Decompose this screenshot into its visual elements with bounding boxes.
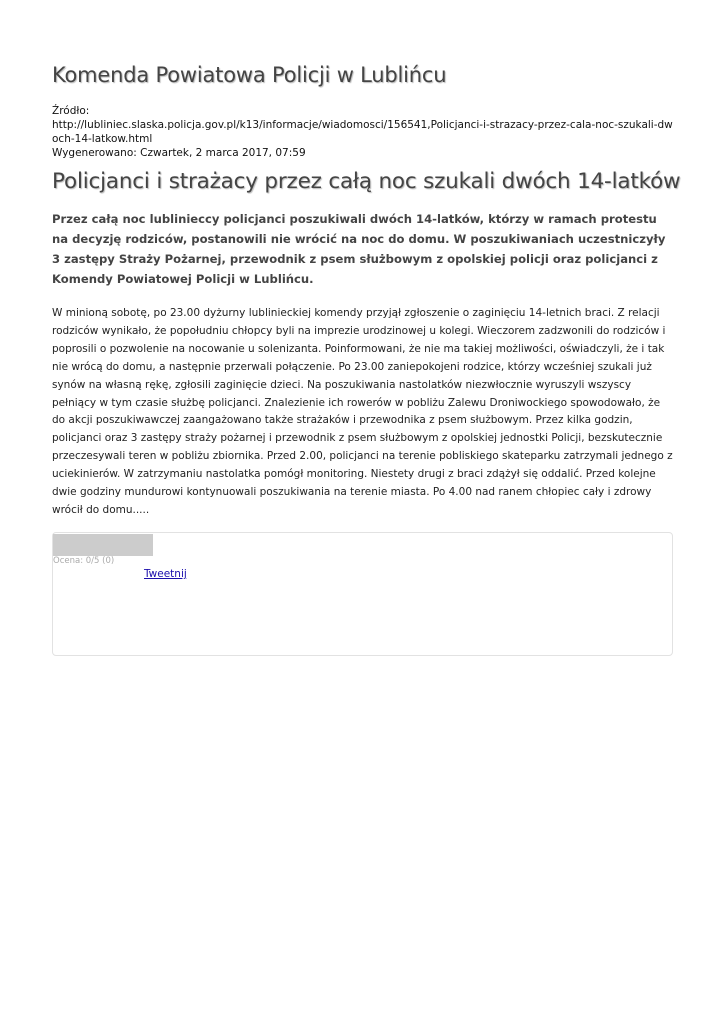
rating-stars-bar[interactable] <box>53 534 153 556</box>
article-title: Policjanci i strażacy przez całą noc szukali dwóch 14-latków <box>52 169 681 194</box>
source-meta <box>52 104 674 160</box>
article-lead: Przez całą noc lublinieccy policjanci poszukiwali dwóch 14-latków, którzy w ramach protestu na decyzję rodziców, postanowili nie wrócić na noc do domu. W poszukiwaniach uczestniczyły 3 zastępy Straży Pożarnej, przewodnik z psem służbowym z opolskiej policji oraz policjanci z Komendy Powiatowej Policji w Lublińcu. <box>52 212 666 286</box>
tweet-link[interactable]: Tweetnij <box>144 568 187 580</box>
rating-text: Ocena: 0/5 (0) <box>53 556 115 566</box>
source-url: http://lubliniec.slaska.policja.gov.pl/k13/informacje/wiadomosci/156541,Policjanci-i-strazacy-przez-cala-noc-szukali-dwoch-14-latkow.html <box>52 119 673 145</box>
site-title: Komenda Powiatowa Policji w Lublińcu <box>52 63 447 87</box>
rating-box <box>52 532 673 656</box>
article-body: W minioną sobotę, po 23.00 dyżurny lublinieckiej komendy przyjął zgłoszenie o zaginięciu 14-letnich braci. Z relacji rodziców wynikało, że popołudniu chłopcy byli na imprezie urodzinowej u kolegi. Wieczorem zadzwonili do rodziców i poprosili o pozwolenie na nocowanie u solenizanta. Poinformowani, że nie ma takiej możliwości, oświadczyli, że i tak nie wrócą do domu, a następnie przerwali połączenie. Po 23.00 zaniepokojeni rodzice, którzy wcześniej szukali już synów na własną rękę, zgłosili zaginięcie dzieci. Na poszukiwania nastolatków niezwłocznie wyruszyli wszyscy pełniący w tym czasie służbę policjanci. Znalezienie ich rowerów w pobliżu Zalewu Droniwockiego spowodowało, że do akcji poszukiwawczej zaangażowano także strażaków i przewodnika z psem służbowym. Przez kilka godzin, policjanci oraz 3 zastępy straży pożarnej i przewodnik z psem służbowym z opolskiej jednostki Policji, bezskutecznie przeczesywali teren w pobliżu zbiornika. Przed 2.00, policjanci na terenie pobliskiego skateparku zatrzymali jednego z uciekinierów. W zatrzymaniu nastolatka pomógł monitoring. Niestety drugi z braci zdążył się oddalić. Przed kolejne dwie godziny mundurowi kontynuowali poszukiwania na terenie miasta. Po 4.00 nad ranem chłopiec cały i zdrowy wrócił do domu..... <box>52 307 673 516</box>
generated-timestamp: Wygenerowano: Czwartek, 2 marca 2017, 07:59 <box>52 147 306 159</box>
source-label: Źródło: <box>52 105 90 117</box>
